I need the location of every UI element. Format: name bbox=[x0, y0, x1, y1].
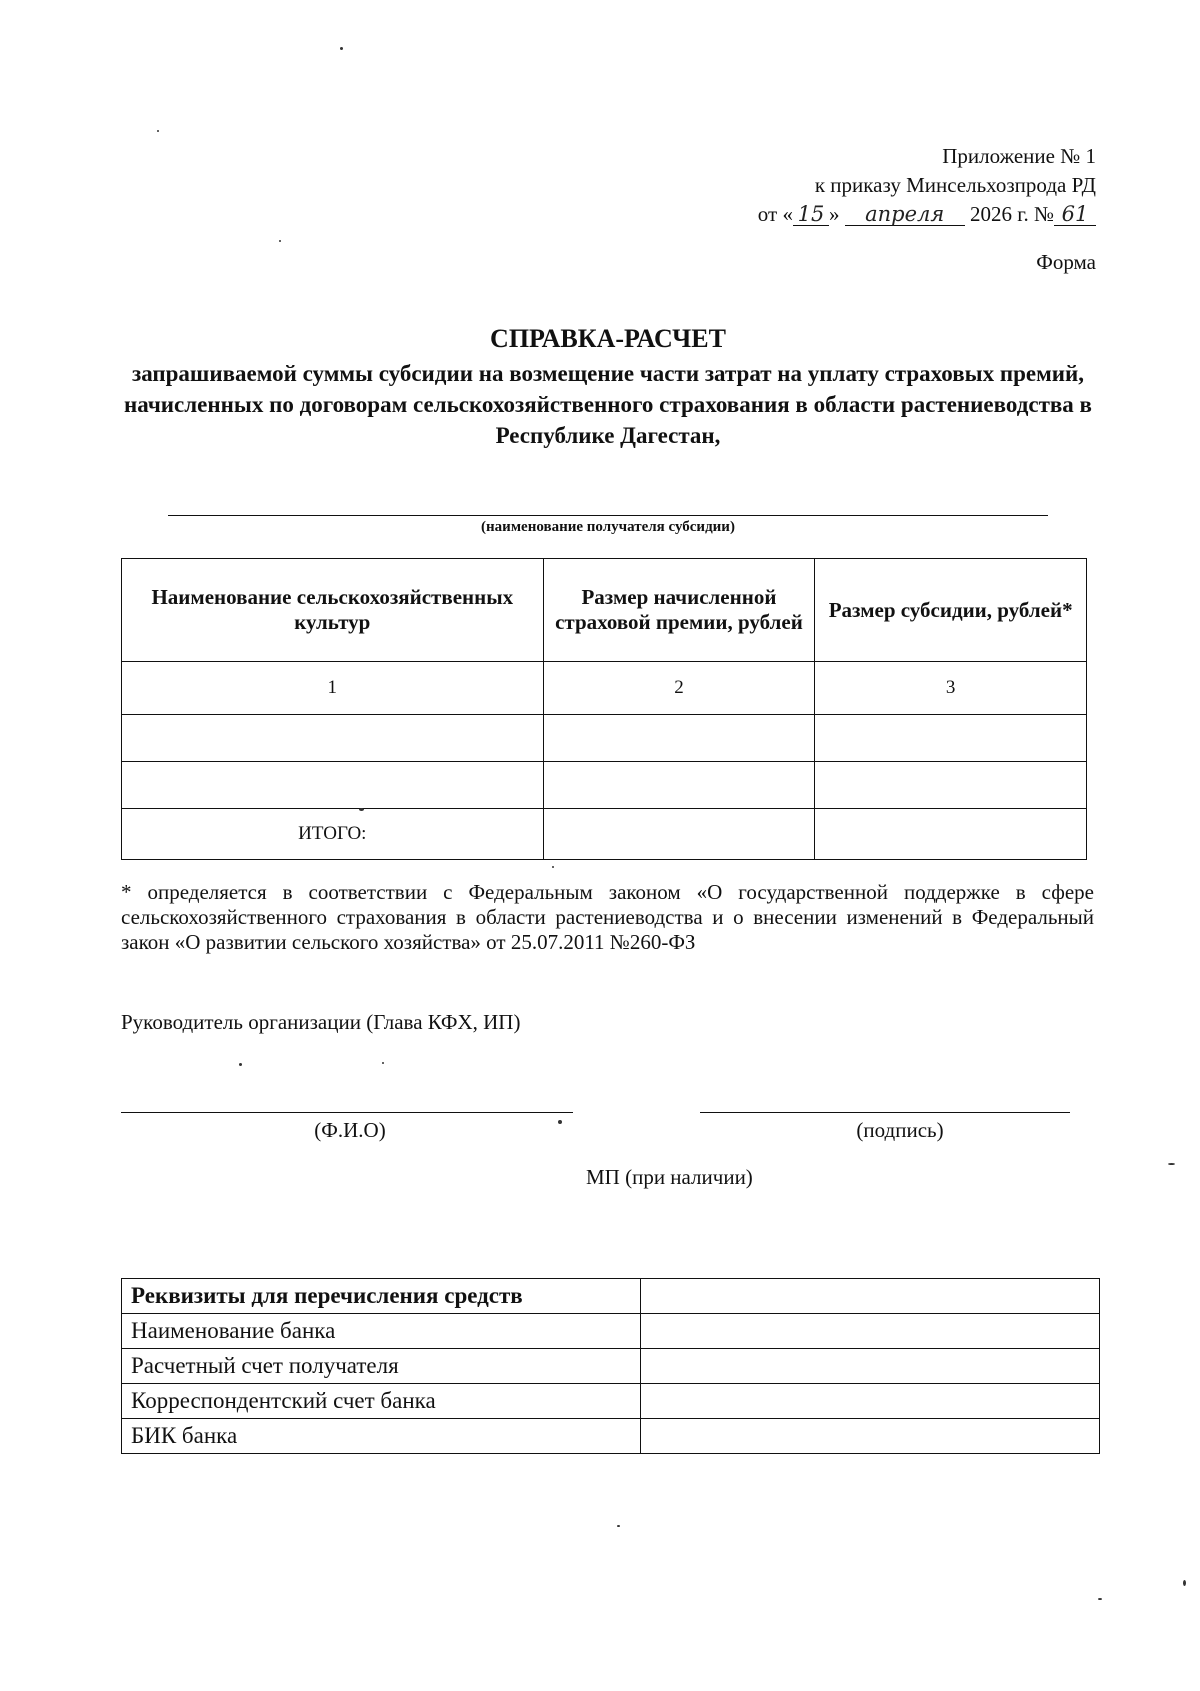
column-number: 2 bbox=[543, 662, 815, 715]
date-quote-close: » bbox=[828, 202, 840, 226]
table-row bbox=[122, 1349, 1100, 1384]
table-cell[interactable] bbox=[815, 715, 1087, 762]
date-year: 2026 г. bbox=[969, 202, 1029, 226]
director-label: Руководитель организации (Глава КФХ, ИП) bbox=[121, 1010, 521, 1034]
requisite-label: Корреспондентский счет банка bbox=[122, 1384, 641, 1419]
title-heading: СПРАВКА-РАСЧЕТ bbox=[490, 324, 726, 353]
requisite-value-cell[interactable] bbox=[641, 1349, 1100, 1384]
requisite-value-cell[interactable] bbox=[641, 1419, 1100, 1454]
table-row bbox=[122, 1314, 1100, 1349]
requisite-value-cell[interactable] bbox=[641, 1314, 1100, 1349]
order-date-line bbox=[758, 200, 1096, 229]
table-cell[interactable] bbox=[543, 715, 815, 762]
total-label: ИТОГО: bbox=[122, 809, 544, 860]
handwritten-order-number: 61 bbox=[1054, 203, 1096, 226]
table-row bbox=[122, 1419, 1100, 1454]
table-cell[interactable] bbox=[122, 762, 544, 809]
table-row bbox=[122, 762, 1087, 809]
table-row bbox=[122, 1384, 1100, 1419]
scan-speck bbox=[552, 866, 554, 868]
form-label: Форма bbox=[1036, 250, 1096, 274]
requisites-header-row bbox=[122, 1279, 1100, 1314]
scan-speck bbox=[239, 1063, 242, 1066]
order-reference: к приказу Минсельхозпрода РД bbox=[814, 173, 1096, 197]
column-number: 3 bbox=[815, 662, 1087, 715]
header-subsidy: Размер субсидии, рублей* bbox=[815, 559, 1087, 662]
bank-requisites-table bbox=[121, 1278, 1100, 1454]
recipient-caption: (наименование получателя субсидии) bbox=[481, 519, 735, 535]
scan-speck bbox=[1168, 1163, 1175, 1165]
appendix-number: Приложение № 1 bbox=[942, 144, 1096, 168]
column-number-row bbox=[122, 662, 1087, 715]
scan-speck bbox=[279, 240, 281, 242]
requisite-label: Наименование банка bbox=[122, 1314, 641, 1349]
header-crops: Наименование сельскохозяйственных культур bbox=[122, 559, 544, 662]
number-prefix: № bbox=[1033, 202, 1054, 226]
handwritten-day: 15 bbox=[793, 203, 829, 226]
calculation-table bbox=[121, 558, 1087, 860]
recipient-name-line bbox=[168, 515, 1048, 516]
table-cell[interactable] bbox=[122, 715, 544, 762]
scan-speck bbox=[1183, 1580, 1186, 1586]
requisite-label: БИК банка bbox=[122, 1419, 641, 1454]
footnote: * определяется в соответствии с Федеральным законом «О государственной поддержке в сфере сельскохозяйственного страхования в области растениеводства и о внесении изменений в Федеральный закон «О развитии сельского хозяйства» от 25.07.2011 №260-ФЗ bbox=[121, 880, 1094, 954]
handwritten-month: апреля bbox=[845, 203, 965, 226]
column-number: 1 bbox=[122, 662, 544, 715]
scan-speck bbox=[617, 1525, 620, 1527]
table-cell[interactable] bbox=[543, 762, 815, 809]
table-header-row bbox=[122, 559, 1087, 662]
name-caption: (Ф.И.О) bbox=[314, 1118, 386, 1142]
title-subtitle: запрашиваемой суммы субсидии на возмещение части затрат на уплату страховых премий, начисленных по договорам сельскохозяйственного страхования в области растениеводства в Республике Дагестан, bbox=[124, 361, 1092, 448]
signature-caption: (подпись) bbox=[856, 1118, 944, 1142]
scan-speck bbox=[382, 1062, 384, 1064]
requisite-label: Расчетный счет получателя bbox=[122, 1349, 641, 1384]
requisites-header: Реквизиты для перечисления средств bbox=[122, 1279, 641, 1314]
total-row bbox=[122, 809, 1087, 860]
requisite-value-cell[interactable] bbox=[641, 1384, 1100, 1419]
table-row bbox=[122, 715, 1087, 762]
total-subsidy-cell[interactable] bbox=[815, 809, 1087, 860]
appendix-header bbox=[758, 142, 1096, 229]
document-title bbox=[120, 322, 1096, 451]
header-premium: Размер начисленной страховой премии, рублей bbox=[543, 559, 815, 662]
scan-speck bbox=[1098, 1598, 1102, 1600]
stamp-label: МП (при наличии) bbox=[586, 1165, 753, 1189]
date-prefix: от « bbox=[757, 202, 793, 226]
scan-speck bbox=[558, 1120, 562, 1124]
scan-speck bbox=[359, 808, 364, 811]
table-cell[interactable] bbox=[815, 762, 1087, 809]
scan-speck bbox=[340, 47, 343, 50]
signature-line bbox=[700, 1112, 1070, 1113]
total-premium-cell[interactable] bbox=[543, 809, 815, 860]
name-line bbox=[121, 1112, 573, 1113]
scan-speck bbox=[157, 130, 159, 132]
requisites-value-cell[interactable] bbox=[641, 1279, 1100, 1314]
